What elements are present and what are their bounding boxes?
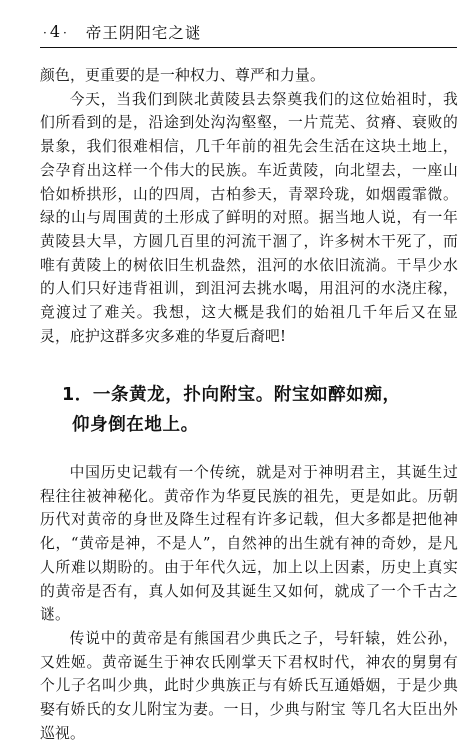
bullet-left: · [43,26,47,40]
body-text-bottom [40,461,458,745]
page-number [40,22,70,43]
running-header [40,20,457,48]
paragraph: 传说中的黄帝是有熊国君少典氏之子，号轩辕，姓公孙，又姓姬。黄帝诞生于神农氏刚掌天下君权时代，神农的舅舅有个儿子名叫少典，此时少典族正与有娇氏互通婚姻，于是少典娶有娇氏的女儿附宝为妻。一日，少典与附宝 等几名大臣出外巡视。 [40,629,458,742]
paragraph: 颜色，更重要的是一种权力、尊严和力量。 [40,67,325,84]
running-title: 帝王阴阳宅之谜 [85,24,202,42]
bullet-right: · [63,26,67,40]
paragraph: 中国历史记载有一个传统，就是对于神明君主，其诞生过程往往被神秘化。黄帝作为华夏民族的祖先，更是如此。历朝历代对黄帝的身世及降生过程有许多记载，但大多都是把他神化，“黄帝是神，不是人”，自然神的出生就有神的奇妙，是凡人所难以期盼的。由于年代久远，加上以上因素，历史上真实的黄帝是否有，真人如何及其诞生又如何，就成了一个千古之谜。 [40,464,458,624]
paragraph: 今天，当我们到陕北黄陵县去祭奠我们的这位始祖时，我们所看到的是，沿途到处沟沟壑壑，一片荒芜、贫瘠、衰败的景象，我们很难相信，几千年前的祖先会生活在这块土地上，会孕育出这样一个伟大的民族。车近黄陵，向北望去，一座山恰如桥拱形，山的四周，古柏参天，青翠玲珑，如烟霞霏微。绿的山与周围黄的土形成了鲜明的对照。据当地人说，有一年黄陵县大旱，方圆几百里的河流干涸了，许多树木干死了，而唯有黄陵上的树依旧生机盎然，沮河的水依旧流淌。干旱少水的人们只好违背祖训，到沮河去挑水喝，用沮河的水浇庄稼，竟渡过了难关。我想，这大概是我们的始祖几千年后又在显灵，庇护这群多灾多难的华夏后裔吧! [40,90,458,345]
section-heading-line-1: 1．一条黄龙，扑向附宝。附宝如醉如痴， [62,385,401,405]
section-heading [62,380,452,440]
section-heading-line-2: 仰身倒在地上。 [72,415,199,435]
body-text-top [40,64,458,348]
page-number-value: 4 [49,22,61,41]
